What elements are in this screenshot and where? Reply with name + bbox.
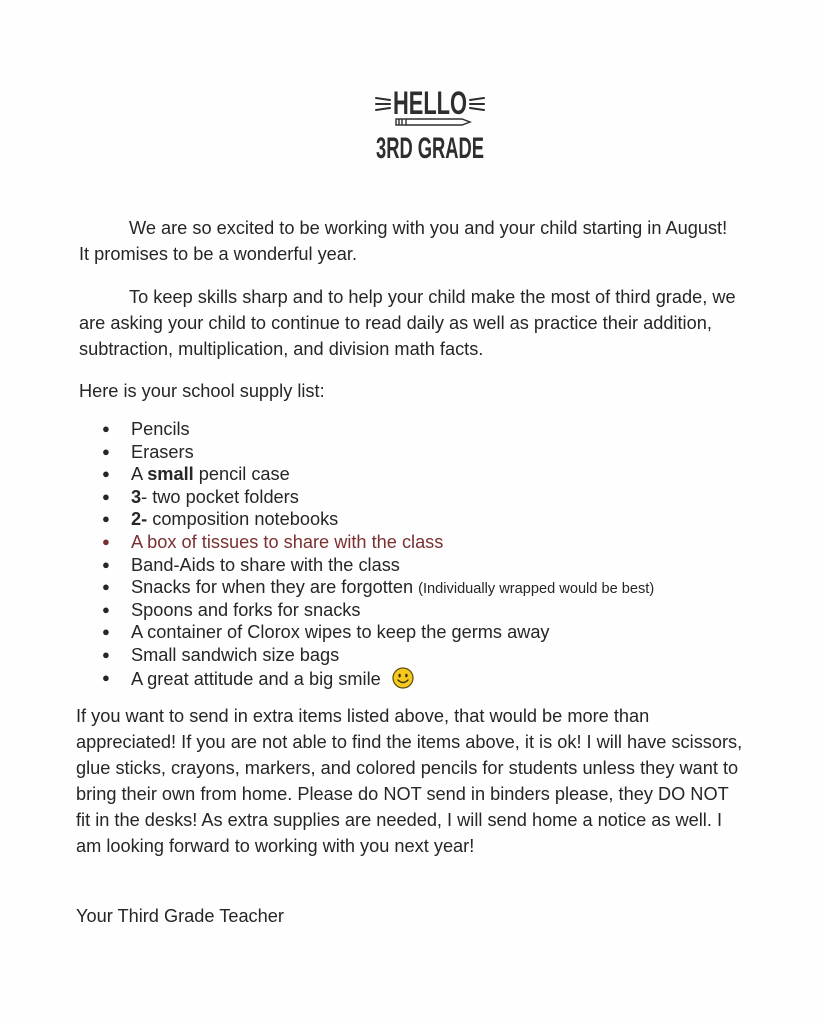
list-item	[100, 554, 740, 577]
list-item	[100, 508, 740, 531]
list-item	[100, 463, 740, 486]
bullet-icon: ●	[102, 511, 110, 527]
list-item-emphasis: 3	[131, 486, 142, 507]
list-item-text: - two pocket folders	[141, 486, 299, 507]
bullet-icon: ●	[102, 421, 110, 436]
smiley-face-icon	[392, 667, 414, 689]
list-item-text: A container of Clorox wipes to keep the germs away	[131, 622, 550, 643]
supply-list	[100, 418, 740, 689]
list-item-text: A box of tissues to share with the class	[131, 531, 444, 552]
list-item-text: Snacks for when they are forgotten	[131, 577, 414, 598]
list-item-text: Small sandwich size bags	[131, 644, 340, 665]
closing-paragraph: If you want to send in extra items listed above, that would be more than appreciated! If you are not able to find the items above, it is ok! I will have scissors, glue sticks, crayons, markers, and colored pencils for students unless they want to bring their own from home. Please do NOT send in binders please, they DO NOT fit in the desks! As extra supplies are needed, I will send home a notice as well. I am looking forward to working with you next year!	[76, 706, 743, 856]
list-item-text: Band-Aids to share with the class	[131, 554, 400, 575]
intro-paragraph-2: To keep skills sharp and to help your child make the most of third grade, we are asking your child to continue to read daily as well as practice their addition, subtraction, multiplication, and division math facts.	[79, 287, 736, 359]
list-item-text: pencil case	[193, 464, 290, 485]
list-item	[100, 531, 740, 554]
bullet-icon: ●	[102, 669, 110, 685]
bullet-icon: ●	[102, 624, 110, 640]
bullet-icon: ●	[102, 646, 110, 662]
list-item-text: Erasers	[131, 441, 194, 462]
intro-paragraph-1: We are so excited to be working with you and your child starting in August! It promises to be a wonderful year.	[79, 218, 728, 264]
list-item-emphasis: 2-	[131, 509, 148, 530]
list-item	[100, 576, 740, 599]
bullet-icon: ●	[102, 601, 110, 617]
list-item	[100, 599, 740, 622]
bullet-icon: ●	[102, 556, 110, 572]
list-item-text: composition notebooks	[147, 509, 339, 530]
list-item-text: Pencils	[131, 419, 190, 439]
list-item	[100, 644, 740, 667]
list-item	[100, 418, 740, 441]
bullet-icon: ●	[102, 443, 110, 459]
list-item-text: Spoons and forks for snacks	[131, 599, 361, 620]
list-item-prefix: A	[131, 464, 148, 485]
signature: Your Third Grade Teacher	[76, 906, 284, 926]
bullet-icon: ●	[102, 466, 110, 482]
svg-text:HELLO: HELLO	[393, 85, 467, 121]
bullet-icon: ●	[102, 488, 110, 504]
hello-3rd-grade-logo-art	[370, 80, 490, 170]
bullet-icon: ●	[102, 579, 110, 595]
hello-3rd-grade-logo	[370, 80, 490, 170]
list-item	[100, 621, 740, 644]
list-item	[100, 667, 740, 690]
bullet-icon: ●	[102, 533, 110, 549]
list-item-text: A great attitude and a big smile	[131, 668, 381, 689]
list-item-note: (Individually wrapped would be best)	[418, 581, 655, 598]
list-item	[100, 486, 740, 509]
list-item	[100, 441, 740, 464]
supply-list-heading: Here is your school supply list:	[79, 381, 325, 401]
svg-text:3RD GRADE: 3RD GRADE	[376, 132, 484, 165]
list-item-emphasis: small	[147, 464, 194, 485]
